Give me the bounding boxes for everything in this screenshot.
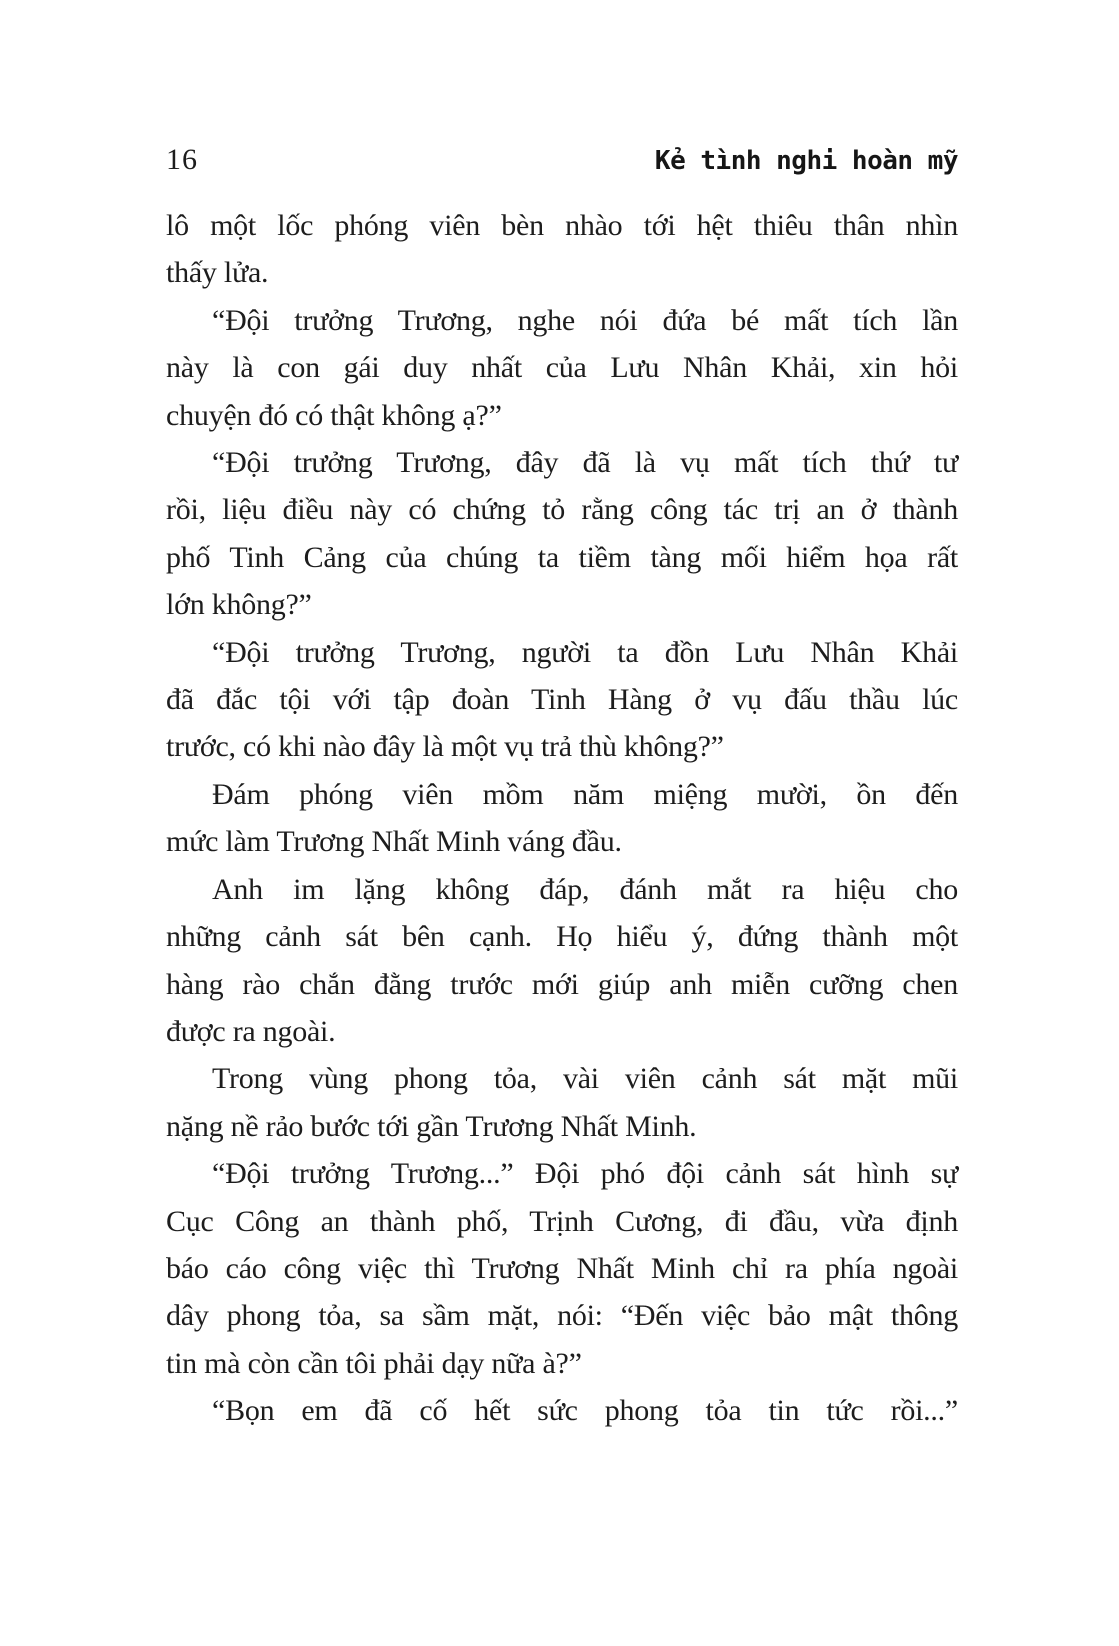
- running-header: [166, 143, 958, 177]
- text-line: thấy lửa.: [166, 256, 269, 290]
- text-line: “Đội trưởng Trương, đây đã là vụ mất tích thứ tư: [212, 446, 958, 480]
- text-line: đã đắc tội với tập đoàn Tinh Hàng ở vụ đấu thầu lúc: [166, 683, 958, 717]
- page-number: 16: [166, 143, 198, 176]
- text-line: báo cáo công việc thì Trương Nhất Minh chỉ ra phía ngoài: [166, 1251, 958, 1285]
- paragraph: [166, 771, 958, 866]
- text-line: mức làm Trương Nhất Minh váng đầu.: [166, 825, 622, 859]
- text-line: tin mà còn cần tôi phải dạy nữa à?”: [166, 1346, 582, 1380]
- text-line: này là con gái duy nhất của Lưu Nhân Khải, xin hỏi: [166, 351, 958, 385]
- paragraph: [166, 1055, 958, 1150]
- text-line: hàng rào chắn đằng trước mới giúp anh miễn cưỡng chen: [166, 967, 958, 1001]
- text-line: “Bọn em đã cố hết sức phong tỏa tin tức rồi...”: [212, 1394, 958, 1428]
- text-line: Cục Công an thành phố, Trịnh Cương, đi đầu, vừa định: [166, 1204, 958, 1238]
- text-line: rồi, liệu điều này có chứng tỏ rằng công tác trị an ở thành: [166, 493, 958, 527]
- text-line: lớn không?”: [166, 588, 312, 622]
- paragraph: [166, 1387, 958, 1434]
- text-line: nặng nề rảo bước tới gần Trương Nhất Minh.: [166, 1109, 697, 1143]
- body-text: [166, 202, 958, 1435]
- text-line: được ra ngoài.: [166, 1014, 336, 1048]
- text-line: dây phong tỏa, sa sầm mặt, nói: “Đến việc bảo mật thông: [166, 1299, 958, 1333]
- running-title: Kẻ tình nghi hoàn mỹ: [654, 146, 958, 176]
- text-line: trước, có khi nào đây là một vụ trả thù không?”: [166, 730, 724, 764]
- paragraph: [166, 1150, 958, 1387]
- text-line: phố Tinh Cảng của chúng ta tiềm tàng mối hiểm họa rất: [166, 540, 958, 574]
- text-line: “Đội trưởng Trương, người ta đồn Lưu Nhân Khải: [212, 635, 958, 669]
- text-line: “Đội trưởng Trương...” Đội phó đội cảnh sát hình sự: [212, 1157, 958, 1191]
- paragraph: [166, 202, 958, 297]
- text-line: Anh im lặng không đáp, đánh mắt ra hiệu cho: [212, 872, 958, 906]
- paragraph: [166, 439, 958, 629]
- text-line: Trong vùng phong tỏa, vài viên cảnh sát mặt mũi: [212, 1062, 958, 1096]
- text-line: lô một lốc phóng viên bèn nhào tới hệt thiêu thân nhìn: [166, 209, 958, 242]
- paragraph: [166, 629, 958, 771]
- text-line: “Đội trưởng Trương, nghe nói đứa bé mất tích lần: [212, 303, 958, 337]
- text-line: những cảnh sát bên cạnh. Họ hiểu ý, đứng thành một: [166, 920, 958, 954]
- text-line: chuyện đó có thật không ạ?”: [166, 398, 502, 432]
- paragraph: [166, 297, 958, 439]
- text-line: Đám phóng viên mồm năm miệng mười, ồn đến: [212, 777, 958, 811]
- paragraph: [166, 866, 958, 1056]
